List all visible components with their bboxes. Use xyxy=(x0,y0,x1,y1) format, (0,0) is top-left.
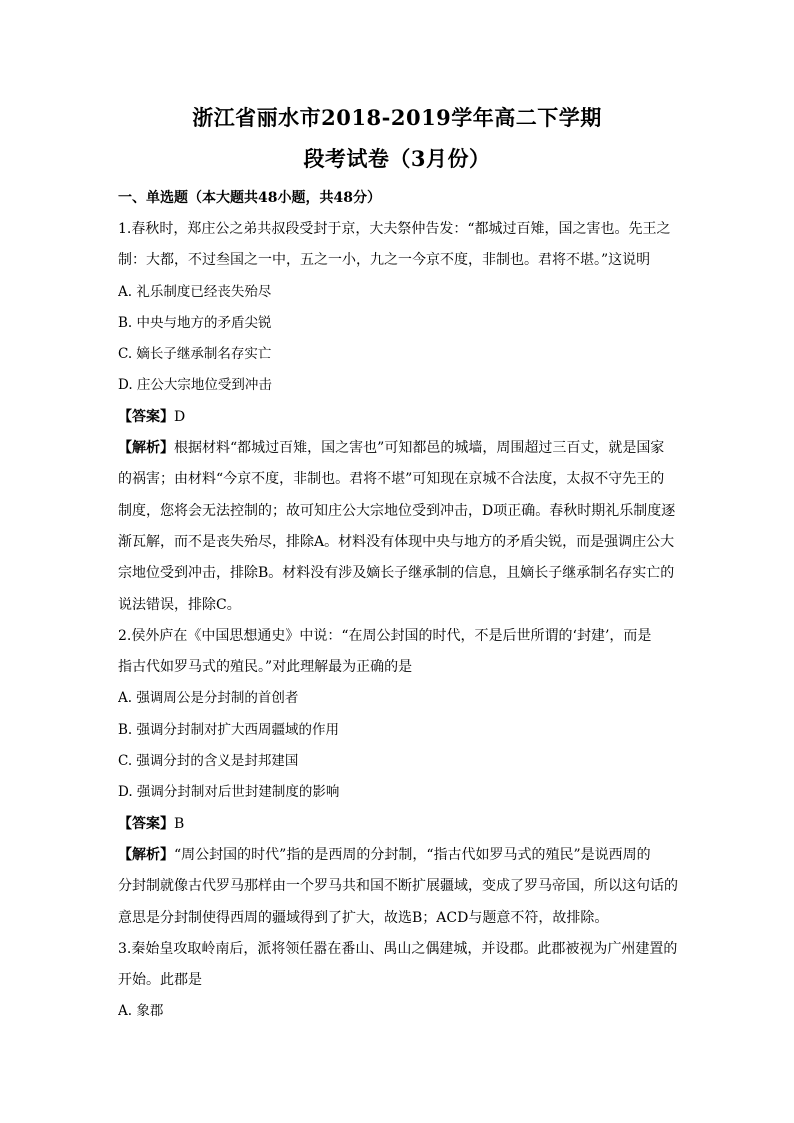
line-text: B. 中央与地方的矛盾尖锐 xyxy=(118,314,272,331)
text-line xyxy=(118,527,678,558)
answer-option-line xyxy=(118,683,678,714)
label-line xyxy=(118,809,678,840)
answer-option-line xyxy=(118,715,678,746)
line-text: D. 庄公大宗地位受到冲击 xyxy=(118,377,272,394)
line-tag: 【答案】 xyxy=(118,815,174,832)
section-heading: 一、单选题（本大题共48小题，共48分） xyxy=(118,190,381,206)
document-title-line1: 浙江省丽水市2018-2019学年高二下学期 xyxy=(192,105,602,130)
text-line xyxy=(118,934,678,965)
line-text: 分封制就像古代罗马那样由一个罗马共和国不断扩展疆域，变成了罗马帝国，所以这句话的 xyxy=(118,878,678,895)
text-line xyxy=(118,903,678,934)
line-text: D. 强调分封制对后世封建制度的影响 xyxy=(118,784,340,801)
line-text: 1.春秋时，郑庄公之弟共叔段受封于京，大夫祭仲告发：“都城过百雉，国之害也。先王之 xyxy=(118,221,671,237)
label-line xyxy=(118,402,678,433)
line-tag: 【解析】 xyxy=(118,440,174,457)
line-text: 根据材料“都城过百雉，国之害也”可知都邑的城墙，周围超过三百丈，就是国家 xyxy=(174,440,665,457)
answer-option-line xyxy=(118,277,678,308)
text-line xyxy=(118,214,678,245)
line-tag: 【解析】 xyxy=(118,846,174,863)
line-text: 渐瓦解，而不是丧失殆尽，排除A。材料没有体现中央与地方的矛盾尖锐，而是强调庄公大 xyxy=(118,533,675,550)
line-text: A. 礼乐制度已经丧失殆尽 xyxy=(118,283,272,300)
line-text: 2.侯外庐在《中国思想通史》中说：“在周公封国的时代，不是后世所谓的‘封建’，而是 xyxy=(118,627,652,644)
text-line xyxy=(118,245,678,276)
document-title-line2: 段考试卷（3月份） xyxy=(303,146,491,171)
label-line xyxy=(118,840,678,871)
text-line xyxy=(118,464,678,495)
line-text: 宗地位受到冲击，排除B。材料没有涉及嫡长子继承制的信息，且嫡长子继承制名存实亡的 xyxy=(118,565,675,582)
answer-option-line xyxy=(118,339,678,370)
text-line xyxy=(118,621,678,652)
line-text: 制：大都，不过叁国之一中，五之一小，九之一今京不度，非制也。君将不堪。”这说明 xyxy=(118,252,651,269)
line-text: D xyxy=(174,408,186,425)
line-text: 的祸害；由材料“今京不度，非制也。君将不堪”可知现在京城不合法度，太叔不守先王的 xyxy=(118,471,665,488)
line-text: 意思是分封制使得西周的疆域得到了扩大，故选B；ACD与题意不符，故排除。 xyxy=(118,909,609,926)
label-line xyxy=(118,433,678,464)
document-body xyxy=(118,214,678,1028)
line-text: B. 强调分封制对扩大西周疆域的作用 xyxy=(118,721,340,738)
text-line xyxy=(118,558,678,589)
text-line xyxy=(118,871,678,902)
answer-option-line xyxy=(118,308,678,339)
line-text: C. 嫡长子继承制名存实亡 xyxy=(118,346,272,363)
line-text: “周公封国的时代”指的是西周的分封制，“指古代如罗马式的殖民”是说西周的 xyxy=(174,846,651,863)
answer-option-line xyxy=(118,746,678,777)
line-text: A. 象郡 xyxy=(118,1003,164,1020)
line-text: B xyxy=(174,815,185,832)
line-text: 说法错误，排除C。 xyxy=(118,596,241,613)
line-text: A. 强调周公是分封制的首创者 xyxy=(118,690,299,707)
text-line xyxy=(118,496,678,527)
text-line xyxy=(118,965,678,996)
answer-option-line xyxy=(118,370,678,401)
line-text: 开始。此郡是 xyxy=(118,972,202,989)
line-text: 指古代如罗马式的殖民。”对此理解最为正确的是 xyxy=(118,659,413,676)
line-tag: 【答案】 xyxy=(118,408,174,425)
line-text: 制度，您将会无法控制的；故可知庄公大宗地位受到冲击，D项正确。春秋时期礼乐制度逐 xyxy=(118,502,676,519)
line-text: C. 强调分封的含义是封邦建国 xyxy=(118,753,299,770)
line-text: 3.秦始皇攻取岭南后，派将领任嚣在番山、禺山之偶建城，并设郡。此郡被视为广州建置的 xyxy=(118,940,678,957)
answer-option-line xyxy=(118,777,678,808)
answer-option-line xyxy=(118,996,678,1027)
text-line xyxy=(118,590,678,621)
text-line xyxy=(118,652,678,683)
